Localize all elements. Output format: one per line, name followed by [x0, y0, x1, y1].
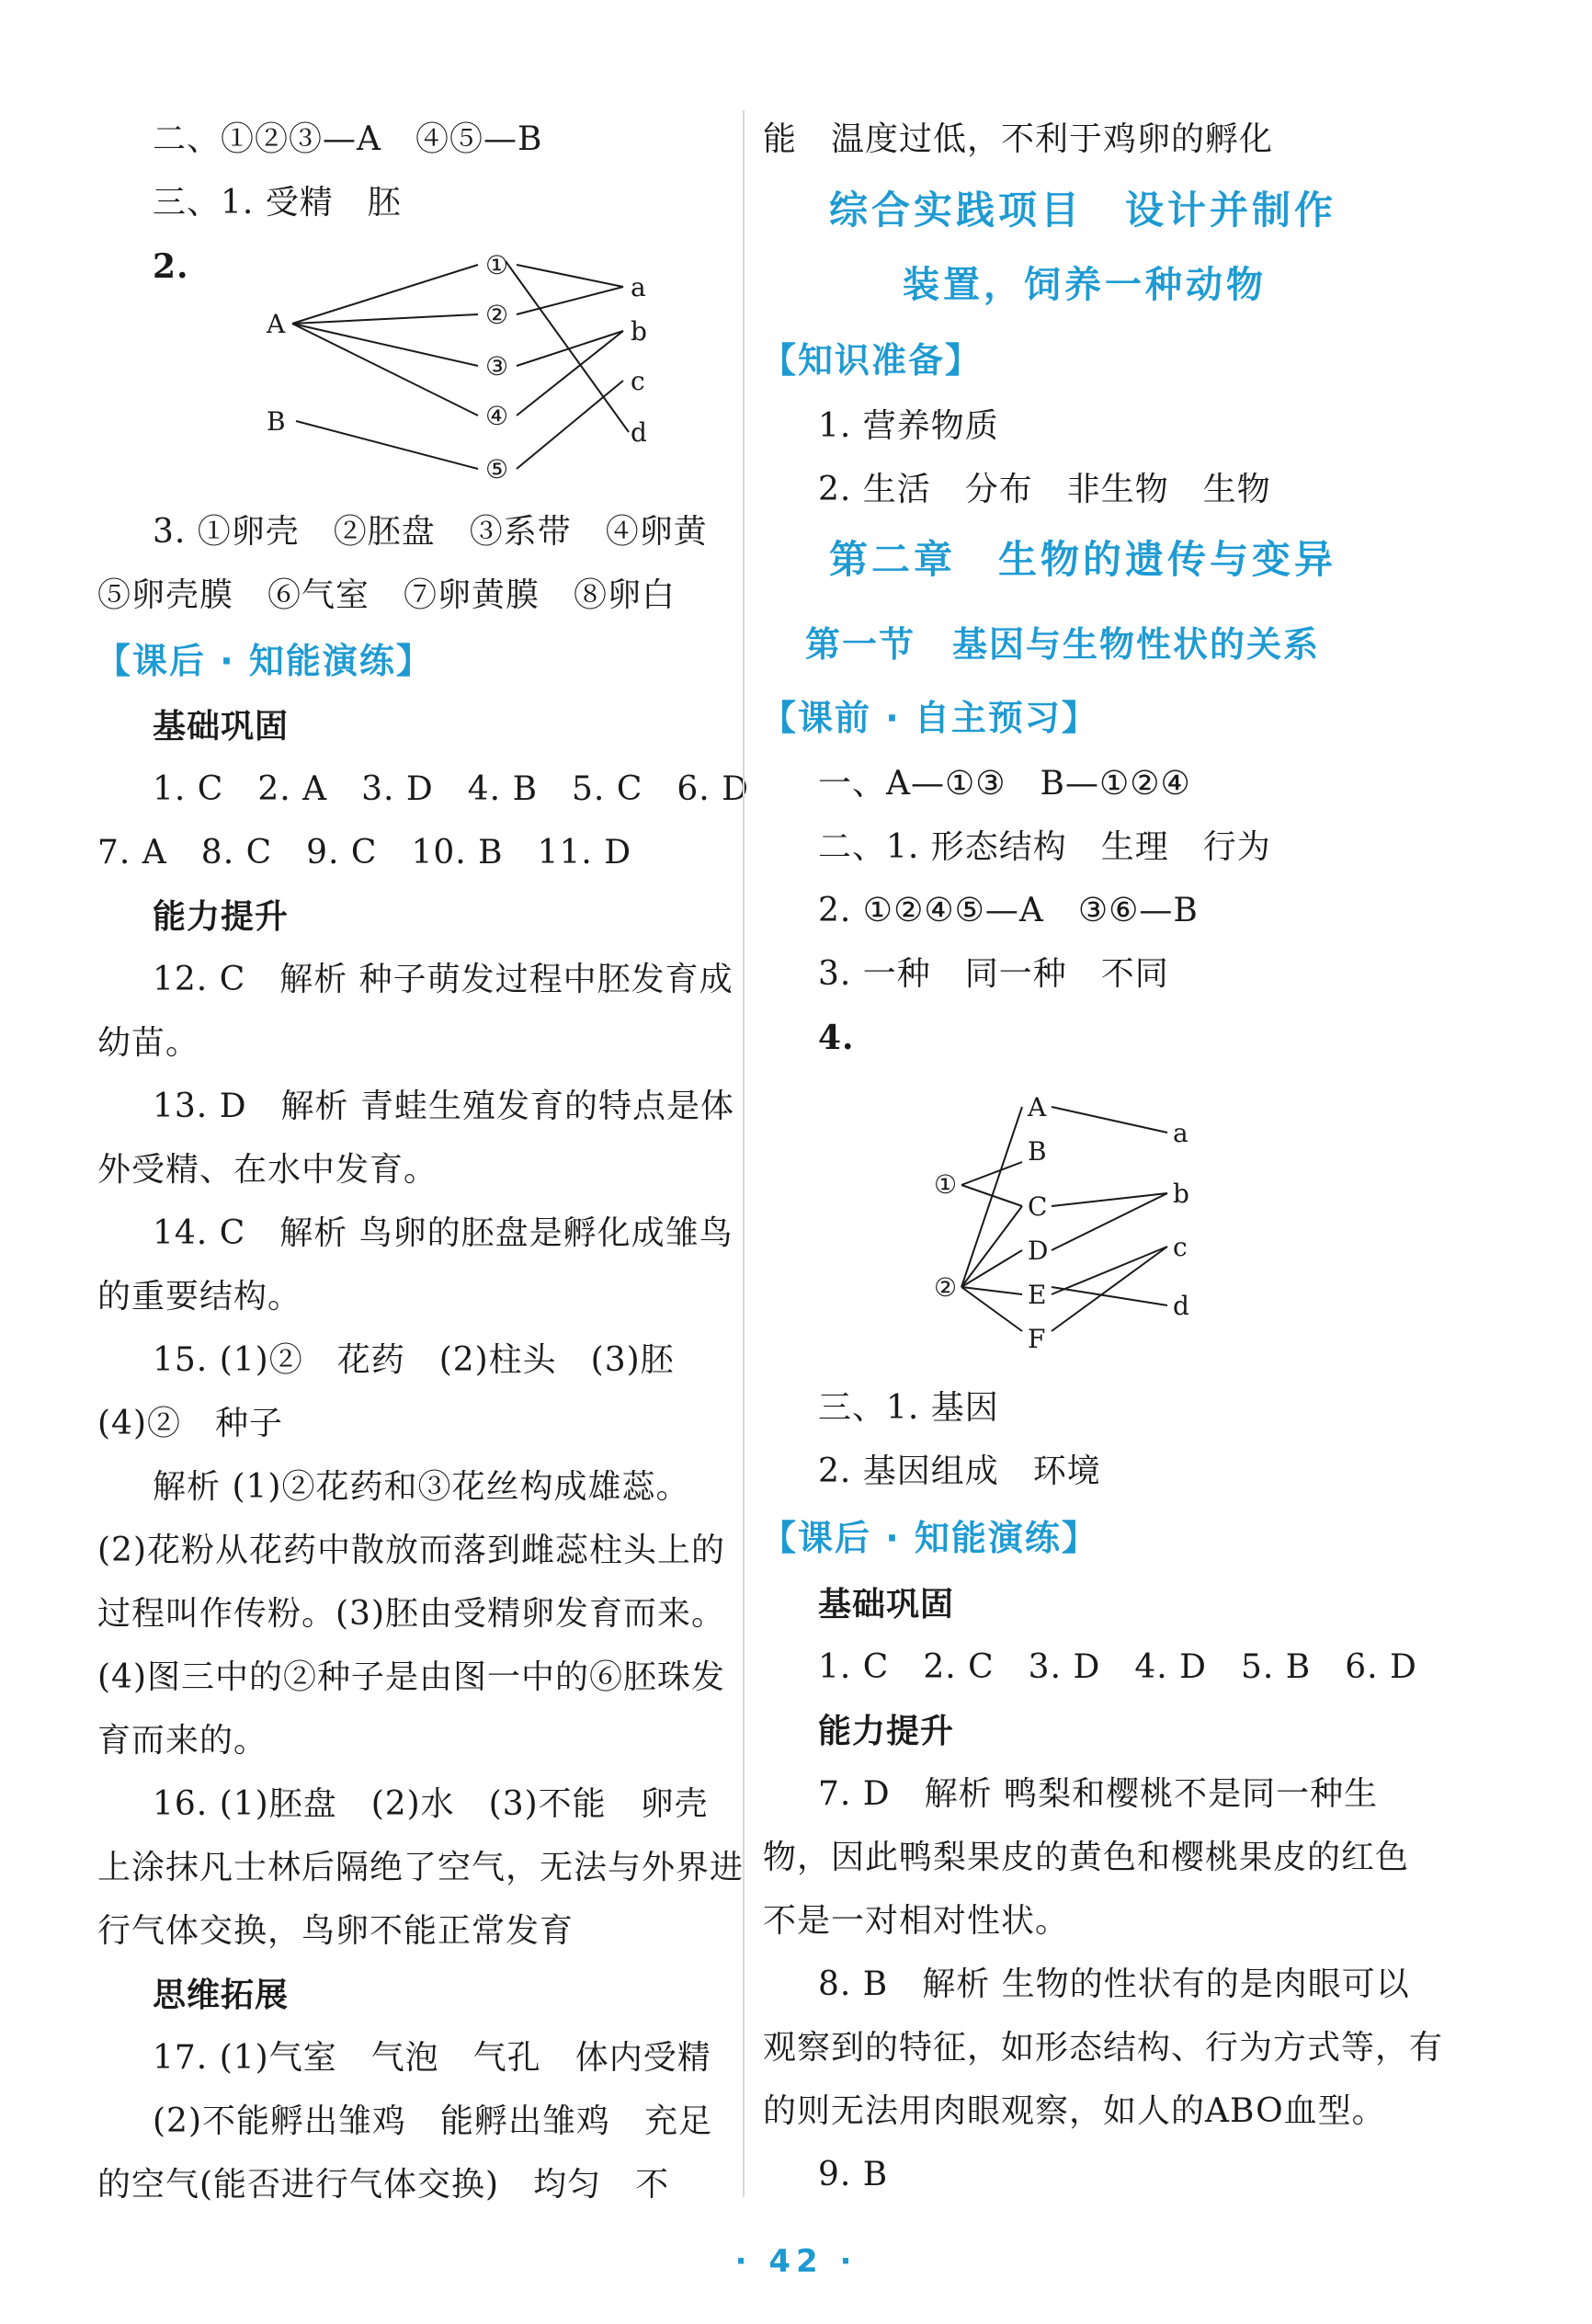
diagram-label-D: D — [1028, 1236, 1049, 1266]
answer-line: (2)不能孵出雏鸡 能孵出雏鸡 充足 — [153, 2102, 712, 2140]
diagram-label-5: ⑤ — [485, 454, 509, 484]
project-title: 综合实践项目 设计并制作 — [829, 188, 1337, 233]
answer-line: 15. (1)② 花药 (2)柱头 (3)胚 — [153, 1341, 675, 1379]
section-header: 【课前 · 自主预习】 — [761, 698, 1098, 738]
diagram-line — [506, 261, 629, 432]
diagram-label-d: d — [631, 417, 647, 448]
section-header: 【课后 · 知能演练】 — [761, 1518, 1098, 1558]
answer-line: 2. ①②④⑤—A ③⑥—B — [818, 892, 1199, 929]
diagram-label-C: C — [1028, 1191, 1048, 1222]
page-number: · 42 · — [734, 2243, 858, 2280]
diagram-line — [517, 265, 623, 287]
answer-line: 2. 基因组成 环境 — [818, 1452, 1101, 1490]
section-title: 第一节 基因与生物性状的关系 — [805, 624, 1321, 665]
diagram-label-a: a — [1173, 1118, 1188, 1148]
diagram-label-d: d — [1173, 1291, 1189, 1321]
diagram-line — [292, 324, 478, 366]
answer-line: (4)图三中的②种子是由图一中的⑥胚珠发 — [97, 1658, 725, 1696]
chapter-title: 第二章 生物的遗传与变异 — [829, 537, 1337, 582]
answer-line: 能 温度过低，不利于鸡卵的孵化 — [763, 120, 1274, 158]
diagram-label-2: ② — [934, 1272, 958, 1303]
diagram-label-B: B — [1028, 1136, 1047, 1167]
matching-diagram-2 — [919, 1083, 1250, 1359]
answer-line: 2. 生活 分布 非生物 生物 — [818, 471, 1271, 508]
diagram-label-1: ① — [934, 1169, 958, 1200]
diagram-line — [961, 1107, 1022, 1287]
subsection-heading: 能力提升 — [153, 897, 290, 936]
answer-line: 过程叫作传粉。(3)胚由受精卵发育而来。 — [97, 1595, 725, 1633]
answer-line: 二、1. 形态结构 生理 行为 — [818, 828, 1271, 866]
answer-line: 14. C 解析 鸟卵的胚盘是孵化成雏鸟 — [153, 1214, 733, 1252]
diagram-line — [1052, 1193, 1167, 1206]
answer-line: 二、①②③—A ④⑤—B — [153, 120, 543, 158]
diagram-label-E: E — [1028, 1280, 1047, 1310]
diagram-line — [292, 265, 478, 324]
answer-line: 7. D 解析 鸭梨和樱桃不是同一种生 — [818, 1775, 1379, 1813]
answer-line: 的空气(能否进行气体交换) 均匀 不 — [97, 2166, 670, 2204]
diagram-label-3: ③ — [485, 351, 509, 382]
answer-line: 三、1. 受精 胚 — [153, 184, 402, 222]
diagram-label-B: B — [267, 406, 286, 437]
answer-line: 1. C 2. A 3. D 4. B 5. C 6. D — [153, 770, 750, 808]
diagram-label-F: F — [1028, 1324, 1046, 1354]
answer-line: 外受精、在水中发育。 — [97, 1151, 438, 1189]
answer-line: 1. C 2. C 3. D 4. D 5. B 6. D — [818, 1648, 1417, 1686]
subsection-heading: 基础巩固 — [153, 707, 290, 746]
diagram-line — [292, 324, 478, 416]
answer-line: 行气体交换，鸟卵不能正常发育 — [97, 1912, 574, 1950]
answer-line: ⑤卵壳膜 ⑥气室 ⑦卵黄膜 ⑧卵白 — [97, 576, 677, 614]
subsection-heading: 基础巩固 — [818, 1585, 955, 1623]
diagram-label-2: ② — [485, 300, 509, 330]
diagram-line — [1052, 1107, 1167, 1133]
answer-line: 不是一对相对性状。 — [763, 1902, 1070, 1940]
answer-line: 16. (1)胚盘 (2)水 (3)不能 卵壳 — [153, 1785, 709, 1823]
diagram-line — [296, 421, 478, 469]
diagram-line — [517, 331, 623, 366]
answer-line: 幼苗。 — [97, 1024, 200, 1062]
diagram-line — [961, 1250, 1022, 1287]
diagram-label-1: ① — [485, 250, 509, 280]
diagram-line — [517, 287, 623, 314]
answer-line: 物，因此鸭梨果皮的黄色和樱桃果皮的红色 — [763, 1839, 1410, 1876]
diagram-label-c: c — [1173, 1232, 1188, 1262]
diagram-label-A: A — [267, 309, 286, 339]
diagram-line — [961, 1206, 1022, 1287]
answer-line: 3. 一种 同一种 不同 — [818, 955, 1169, 993]
answer-line: 一、A—①③ B—①②④ — [818, 765, 1191, 803]
diagram-label-c: c — [631, 366, 645, 396]
answer-line: 上涂抹凡士林后隔绝了空气，无法与外界进 — [97, 1849, 745, 1886]
answer-line: 1. 营养物质 — [818, 407, 999, 445]
answer-line: (2)花粉从花药中散放而落到雌蕊柱头上的 — [97, 1532, 725, 1569]
diagram-line — [1052, 1193, 1167, 1250]
answer-line: 观察到的特征，如形态结构、行为方式等，有 — [763, 2029, 1444, 2067]
diagram-line — [517, 381, 623, 469]
section-header: 【课后 · 知能演练】 — [96, 641, 433, 681]
diagram-label-a: a — [631, 272, 646, 302]
diagram-label-b: b — [631, 316, 647, 347]
answer-line: 3. ①卵壳 ②胚盘 ③系带 ④卵黄 — [153, 513, 708, 551]
answer-line: 8. B 解析 生物的性状有的是肉眼可以 — [818, 1965, 1410, 2003]
diagram-label-b: b — [1173, 1179, 1189, 1209]
diagram-label-A: A — [1028, 1092, 1047, 1122]
answer-line: 解析 (1)②花药和③花丝构成雄蕊。 — [153, 1468, 690, 1506]
question-number: 2. — [153, 247, 189, 286]
diagram-line — [1052, 1247, 1167, 1294]
matching-diagram-1 — [263, 241, 686, 498]
answer-line: (4)② 种子 — [97, 1405, 283, 1442]
answer-line: 育而来的。 — [97, 1722, 268, 1760]
diagram-line — [292, 314, 478, 324]
project-title: 装置，饲养一种动物 — [903, 264, 1267, 306]
answer-line: 9. B — [818, 2156, 889, 2193]
subsection-heading: 能力提升 — [818, 1712, 955, 1750]
column-divider — [743, 110, 745, 2197]
diagram-label-4: ④ — [485, 401, 509, 431]
answer-line: 的则无法用肉眼观察，如人的ABO血型。 — [763, 2092, 1386, 2130]
answer-line: 三、1. 基因 — [818, 1389, 999, 1427]
answer-line: 17. (1)气室 气泡 气孔 体内受精 — [153, 2039, 711, 2077]
answer-line: 12. C 解析 种子萌发过程中胚发育成 — [153, 961, 733, 998]
section-header: 【知识准备】 — [761, 340, 983, 381]
answer-line: 13. D 解析 青蛙生殖发育的特点是体 — [153, 1088, 735, 1125]
question-number: 4. — [818, 1019, 855, 1057]
diagram-line — [961, 1162, 1022, 1185]
answer-line: 7. A 8. C 9. C 10. B 11. D — [97, 834, 632, 872]
answer-line: 的重要结构。 — [97, 1278, 302, 1316]
subsection-heading: 思维拓展 — [153, 1976, 290, 2014]
